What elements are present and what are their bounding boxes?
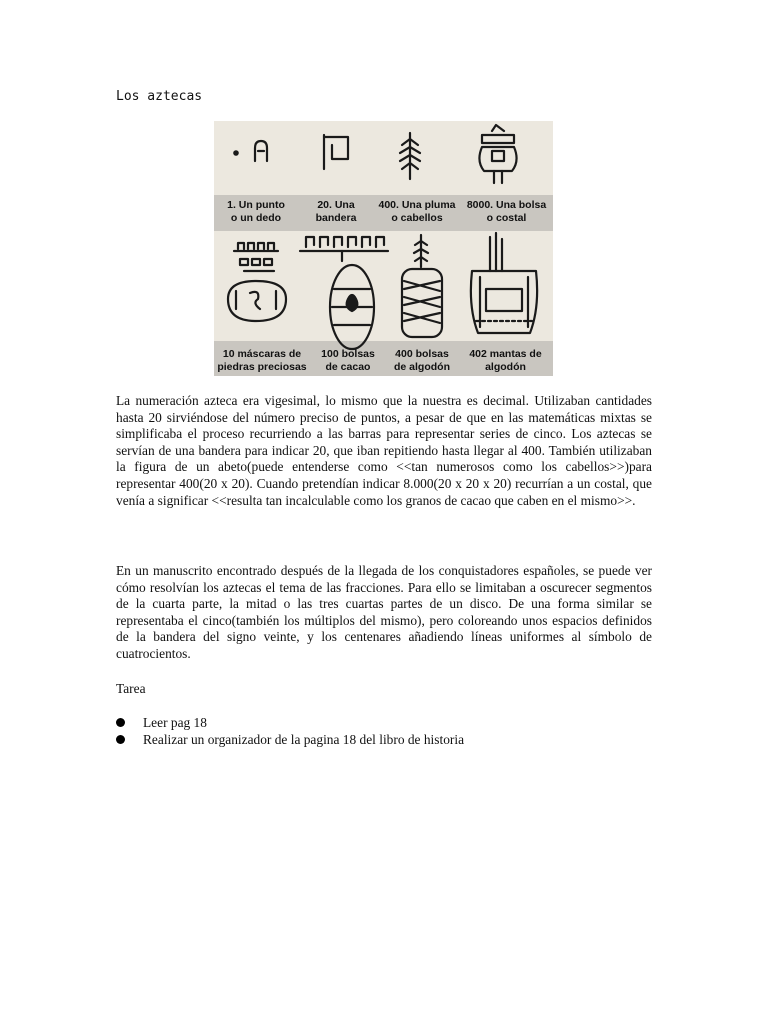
caption-20-line2: bandera [315,212,357,224]
caption-400 [374,199,460,225]
bullet-icon [116,718,125,727]
caption-1-line1: 1. Un punto [227,199,285,211]
cotton-bags-glyph [402,235,442,337]
paragraph-fractions: En un manuscrito encontrado después de la llegada de los conquistadores españoles, se puede ver cómo resolvían los aztecas el tema de las fracciones. Para ello se limitaban a oscurecer segmentos de la cuarta parte, la mitad o las tres cuartas partes de un disco. De una forma similar se representaba el cinco(también los múltiplos del mismo), pero coloreando unos espacios definidos de la bandera del signo veinte, y los centenares añadiendo líneas uniformes al símbolo de cuatrocientos. [116,563,652,661]
caption-masks [214,348,310,374]
caption-8000-line2: o costal [486,212,527,224]
caption-8000 [460,199,553,225]
caption-400-line1: 400. Una pluma [378,199,456,211]
caption-masks-line2: piedras preciosas [217,361,307,373]
caption-cotton-line2: de algodón [394,361,450,373]
bullet-icon [116,735,125,744]
caption-blankets-line1: 402 mantas de [469,348,542,360]
caption-1-line2: o un dedo [230,212,282,224]
aztec-numerals-figure [214,121,553,376]
list-item [116,731,464,748]
list-item [116,714,464,731]
bag-glyph [479,125,516,183]
list-item-text: Realizar un organizador de la pagina 18 del libro de historia [143,732,465,747]
caption-cacao [310,348,386,374]
caption-cotton [386,348,458,374]
tarea-list [116,714,464,748]
caption-blankets [458,348,553,374]
dot-finger-glyph [233,141,267,161]
caption-400-line2: o cabellos [391,212,443,224]
blankets-glyph [471,233,537,333]
caption-cacao-line1: 100 bolsas [321,348,375,360]
caption-20-line1: 20. Una [317,199,355,211]
feather-glyph [400,133,420,179]
list-item-text: Leer pag 18 [143,715,207,730]
caption-1 [214,199,298,225]
caption-masks-line1: 10 máscaras de [222,348,302,360]
flag-glyph [324,135,348,169]
tarea-heading: Tarea [116,681,146,696]
caption-blankets-line2: algodón [485,361,526,373]
paragraph-numeration: La numeración azteca era vigesimal, lo mismo que la nuestra es decimal. Utilizaban cantidades hasta 20 sirviéndose del número preciso de puntos, a pesar de que en las matemáticas mixtas se simplificaba el proceso recurriendo a las barras para representar series de cinco. Los aztecas se servían de una bandera para indicar 20, que iban repitiendo hasta llegar al 400. También utilizaban la figura de un abeto(puede entenderse como <<tan numerosos como los cabellos>>)para representar 400(20 x 20). Cuando pretendían indicar 8.000(20 x 20 x 20) recurrían a un costal, que venía a significar <<resulta tan incalculable como los granos de cacao que caben en el mismo>>. [116,393,652,508]
document-title: Los aztecas [116,89,203,104]
caption-20 [298,199,374,225]
caption-8000-line1: 8000. Una bolsa [466,199,547,211]
masks-glyph [228,243,286,321]
glyph-drawings [214,121,553,376]
caption-cotton-line1: 400 bolsas [395,348,449,360]
cacao-bags-glyph [300,237,388,349]
caption-cacao-line2: de cacao [325,361,371,373]
